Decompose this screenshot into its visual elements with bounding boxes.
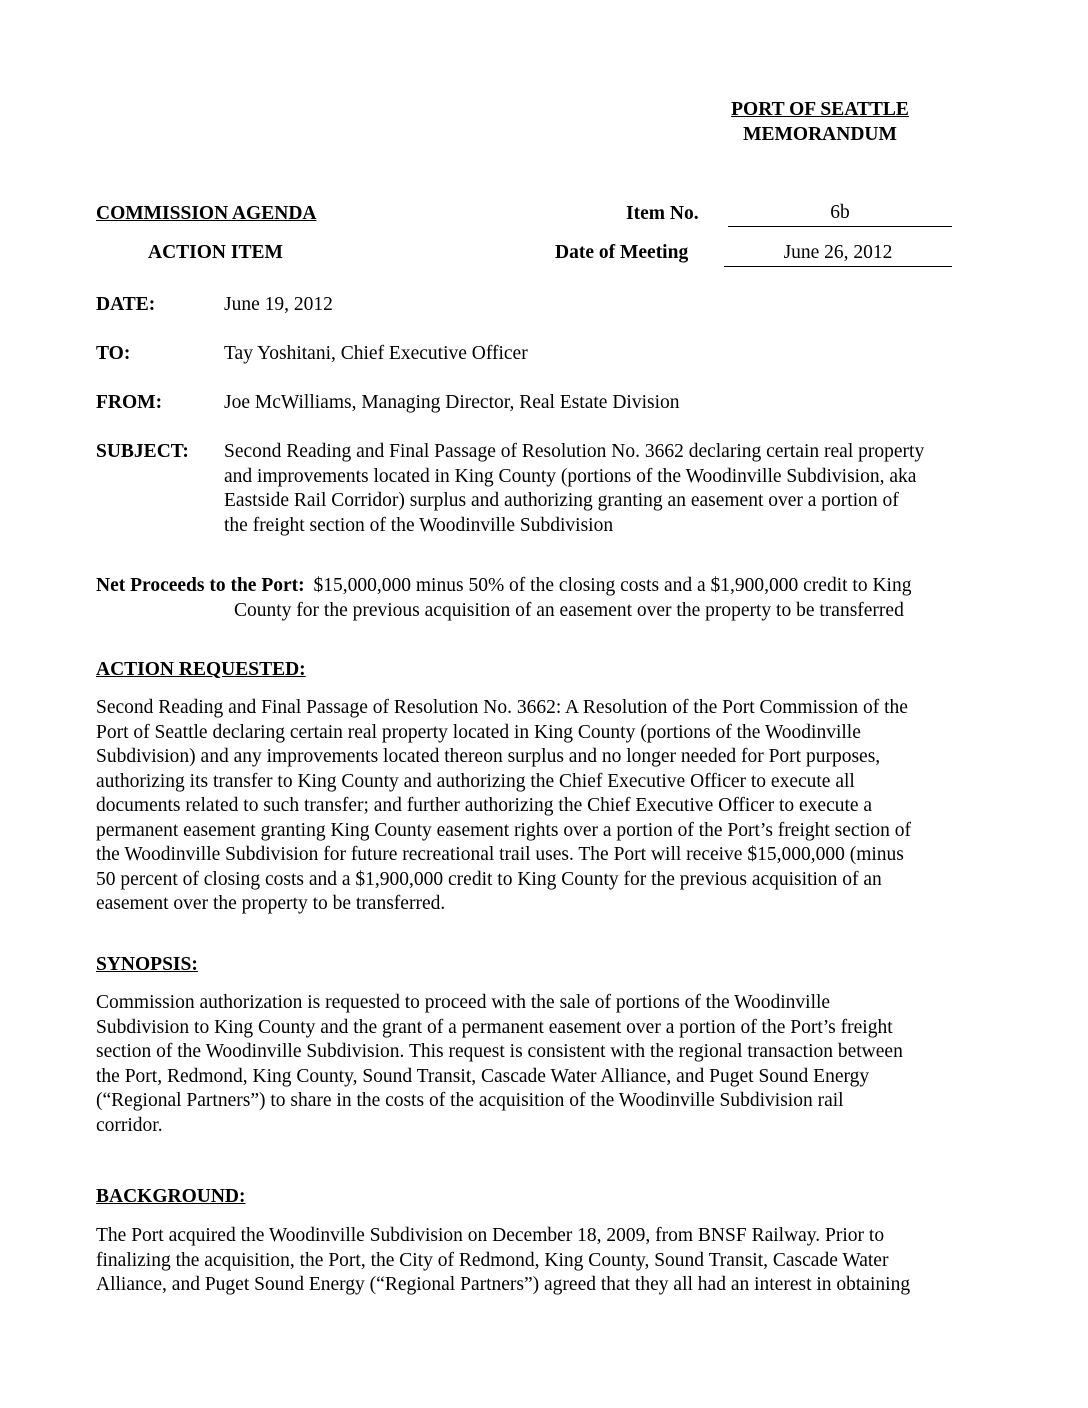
body-line: 50 percent of closing costs and a $1,900,000 credit to King County for the previous acquisition of an	[96, 868, 882, 890]
body-line: (“Regional Partners”) to share in the costs of the acquisition of the Woodinville Subdivision rail	[96, 1090, 844, 1111]
body-line: The Port acquired the Woodinville Subdivision on December 18, 2009, from BNSF Railway. Prior to	[96, 1225, 885, 1246]
body-line: Subdivision) and any improvements located thereon surplus and no longer needed for Port purposes,	[96, 746, 881, 767]
meeting-date-value: June 26, 2012	[724, 241, 952, 267]
meeting-date-label: Date of Meeting	[555, 242, 689, 263]
subject-line: and improvements located in King County (portions of the Woodinville Subdivision, aka	[224, 465, 917, 487]
from-value: Joe McWilliams, Managing Director, Real Estate Division	[224, 392, 680, 413]
subject-label: SUBJECT:	[96, 441, 189, 462]
synopsis-body	[96, 991, 1016, 1138]
background-body	[96, 1224, 1016, 1298]
body-line: Port of Seattle declaring certain real property located in King County (portions of the Woodinville	[96, 721, 861, 743]
body-line: authorizing its transfer to King County and authorizing the Chief Executive Officer to execute all	[96, 770, 855, 792]
item-no-value: 6b	[728, 201, 952, 227]
subject-line: Eastside Rail Corridor) surplus and authorizing granting an easement over a portion of	[224, 490, 899, 511]
subject-text	[224, 440, 1004, 538]
body-line: finalizing the acquisition, the Port, the City of Redmond, King County, Sound Transit, Cascade Water	[96, 1249, 889, 1271]
body-line: permanent easement granting King County easement rights over a portion of the Port’s freight section of	[96, 819, 912, 841]
body-line: Commission authorization is requested to proceed with the sale of portions of the Woodinville	[96, 992, 831, 1013]
body-line: corridor.	[96, 1114, 163, 1136]
net-proceeds-label: Net Proceeds to the Port:	[96, 575, 305, 596]
to-label: TO:	[96, 343, 131, 364]
agenda-subtitle: ACTION ITEM	[148, 242, 283, 263]
body-line: the Port, Redmond, King County, Sound Transit, Cascade Water Alliance, and Puget Sound Energy	[96, 1065, 870, 1087]
org-name: PORT OF SEATTLE	[731, 99, 909, 120]
subject-line: the freight section of the Woodinville Subdivision	[224, 514, 614, 536]
body-line: Second Reading and Final Passage of Resolution No. 3662: A Resolution of the Port Commission of the	[96, 697, 908, 718]
body-line: Subdivision to King County and the grant of a permanent easement over a portion of the Port’s freight	[96, 1016, 893, 1038]
from-label: FROM:	[96, 392, 163, 413]
agenda-title: COMMISSION AGENDA	[96, 203, 317, 224]
synopsis-heading: SYNOPSIS:	[96, 954, 198, 975]
net-proceeds-line2: County for the previous acquisition of an easement over the property to be transferred	[234, 599, 904, 621]
action-requested-heading: ACTION REQUESTED:	[96, 659, 306, 680]
net-proceeds	[96, 574, 1016, 623]
background-heading: BACKGROUND:	[96, 1186, 246, 1207]
body-line: easement over the property to be transferred.	[96, 893, 446, 914]
memo-header	[700, 98, 940, 147]
body-line: documents related to such transfer; and further authorizing the Chief Executive Officer to execute a	[96, 795, 873, 816]
body-line: section of the Woodinville Subdivision. This request is consistent with the regional transaction between	[96, 1041, 903, 1062]
action-requested-body	[96, 696, 1016, 917]
net-proceeds-line1: $15,000,000 minus 50% of the closing costs and a $1,900,000 credit to King	[313, 575, 912, 596]
item-no-label: Item No.	[626, 203, 699, 224]
body-line: the Woodinville Subdivision for future recreational trail uses. The Port will receive $15,000,000 (minus	[96, 844, 904, 865]
subject-line: Second Reading and Final Passage of Resolution No. 3662 declaring certain real property	[224, 441, 925, 462]
date-label: DATE:	[96, 294, 156, 315]
to-value: Tay Yoshitani, Chief Executive Officer	[224, 343, 528, 364]
date-value: June 19, 2012	[224, 294, 333, 315]
doc-type: MEMORANDUM	[743, 123, 897, 145]
body-line: Alliance, and Puget Sound Energy (“Regional Partners”) agreed that they all had an interest in obtaining	[96, 1274, 911, 1295]
